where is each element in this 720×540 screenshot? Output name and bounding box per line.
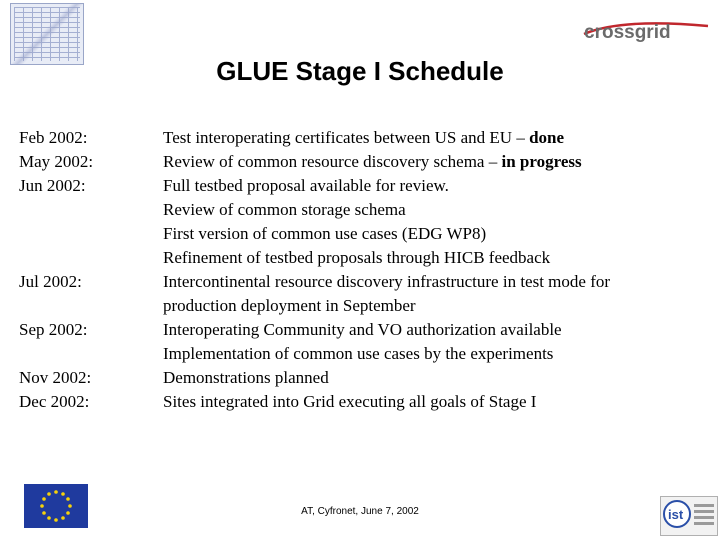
status-done: done — [529, 128, 565, 147]
ist-logo-text: ist — [668, 507, 684, 522]
schedule-item: Review of common resource discovery schema – in progress — [163, 152, 582, 171]
date-label: May 2002: — [19, 152, 94, 171]
date-label — [19, 342, 93, 366]
schedule-item: First version of common use cases (EDG WP8) — [163, 224, 487, 243]
schedule-item: production deployment in September — [163, 296, 416, 315]
date-label — [19, 246, 93, 270]
date-label — [19, 198, 93, 222]
date-label: Nov 2002: — [19, 368, 92, 387]
schedule-items — [163, 126, 610, 414]
crossgrid-logo-text: crossgrid — [584, 22, 671, 43]
date-label: Feb 2002: — [19, 128, 88, 147]
footer-text: AT, Cyfronet, June 7, 2002 — [301, 506, 419, 517]
ist-logo — [660, 496, 718, 536]
date-label: Dec 2002: — [19, 392, 90, 411]
schedule-item: Interoperating Community and VO authorization available — [163, 320, 562, 339]
status-in-progress: in progress — [501, 152, 582, 171]
schedule-item: Implementation of common use cases by the experiments — [163, 344, 554, 363]
date-label: Jul 2002: — [19, 272, 82, 291]
schedule-item: Sites integrated into Grid executing all goals of Stage I — [163, 392, 537, 411]
page-title — [0, 56, 720, 87]
schedule-item: Full testbed proposal available for review. — [163, 176, 449, 195]
title-text: GLUE Stage I Schedule — [216, 56, 504, 86]
schedule-item: Intercontinental resource discovery infrastructure in test mode for — [163, 272, 611, 291]
schedule-item: Test interoperating certificates between US and EU – done — [163, 128, 565, 147]
date-label: Jun 2002: — [19, 176, 86, 195]
schedule-item: Demonstrations planned — [163, 368, 329, 387]
date-label — [19, 222, 93, 246]
date-column — [19, 126, 93, 414]
date-label: Sep 2002: — [19, 320, 88, 339]
date-label — [19, 294, 93, 318]
crossgrid-logo — [582, 14, 710, 44]
schedule-item: Refinement of testbed proposals through HICB feedback — [163, 248, 551, 267]
schedule-item: Review of common storage schema — [163, 200, 406, 219]
